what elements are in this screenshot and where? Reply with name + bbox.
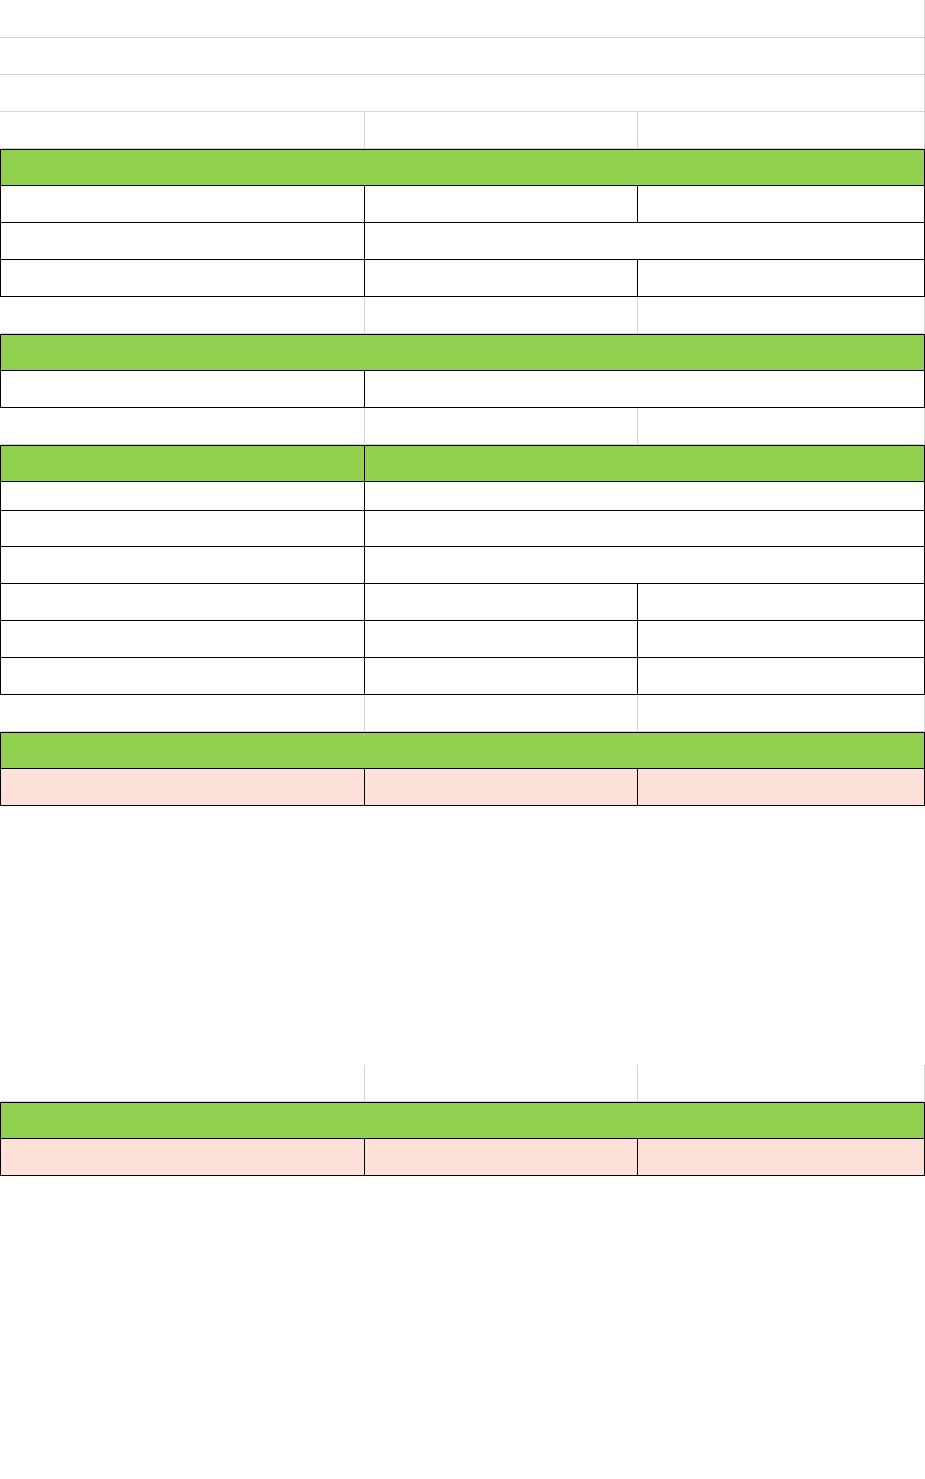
rent-term	[638, 186, 925, 223]
own-col1-header	[0, 769, 365, 806]
page-title	[0, 0, 925, 38]
discount-detail	[365, 511, 925, 547]
spacer-row	[0, 1065, 925, 1102]
rent-col3	[638, 260, 925, 297]
rent-col2	[365, 260, 638, 297]
rent-row-2	[0, 223, 925, 260]
loan-col1-header	[0, 1139, 365, 1176]
discount-detail	[365, 547, 925, 584]
subtitle-row	[0, 38, 925, 75]
pioneer-detail	[365, 371, 925, 408]
loan-heading-row	[0, 1102, 925, 1139]
rent-label	[0, 186, 365, 223]
discount-row-4	[0, 584, 925, 621]
page-subtitle	[0, 38, 925, 75]
effective-date	[0, 75, 925, 112]
own-heading	[0, 732, 925, 769]
discount-row-5	[0, 621, 925, 658]
rent-label	[0, 260, 365, 297]
loan-col3-header	[638, 1139, 925, 1176]
rent-rate-cell	[365, 186, 638, 223]
discount-header-row	[0, 445, 925, 482]
loan-col2-header	[365, 1139, 638, 1176]
spacer-row	[0, 408, 925, 445]
discount-row-1	[0, 482, 925, 511]
own-header-row	[0, 769, 925, 806]
discount-label	[0, 621, 365, 658]
loan-header-row	[0, 1139, 925, 1176]
discount-label	[0, 511, 365, 547]
rent-heading-row	[0, 149, 925, 186]
spacer-row	[0, 112, 925, 149]
discount-col1-header	[0, 445, 365, 482]
discount-label	[0, 584, 365, 621]
discount-label	[0, 482, 365, 511]
rent-row-3	[0, 260, 925, 297]
discount-row-3	[0, 547, 925, 584]
rent-row-1	[0, 186, 925, 223]
discount-label	[0, 547, 365, 584]
rent-label	[0, 223, 365, 260]
rent-heading	[0, 149, 925, 186]
rent-detail-cell	[365, 223, 925, 260]
discount-detail	[365, 584, 638, 621]
loan-heading	[0, 1102, 925, 1139]
pioneer-row	[0, 371, 925, 408]
own-heading-row	[0, 732, 925, 769]
own-col2-header	[365, 769, 638, 806]
pioneer-heading-row	[0, 334, 925, 371]
discount-row-2	[0, 511, 925, 547]
discount-detail	[365, 482, 925, 511]
spacer-row	[0, 297, 925, 334]
discount-detail	[365, 621, 638, 658]
title-row	[0, 0, 925, 38]
discount-empty-row	[0, 658, 925, 695]
spacer-row	[0, 695, 925, 732]
pioneer-heading	[0, 334, 925, 371]
date-row	[0, 75, 925, 112]
pioneer-label	[0, 371, 365, 408]
discount-col2-header	[365, 445, 925, 482]
